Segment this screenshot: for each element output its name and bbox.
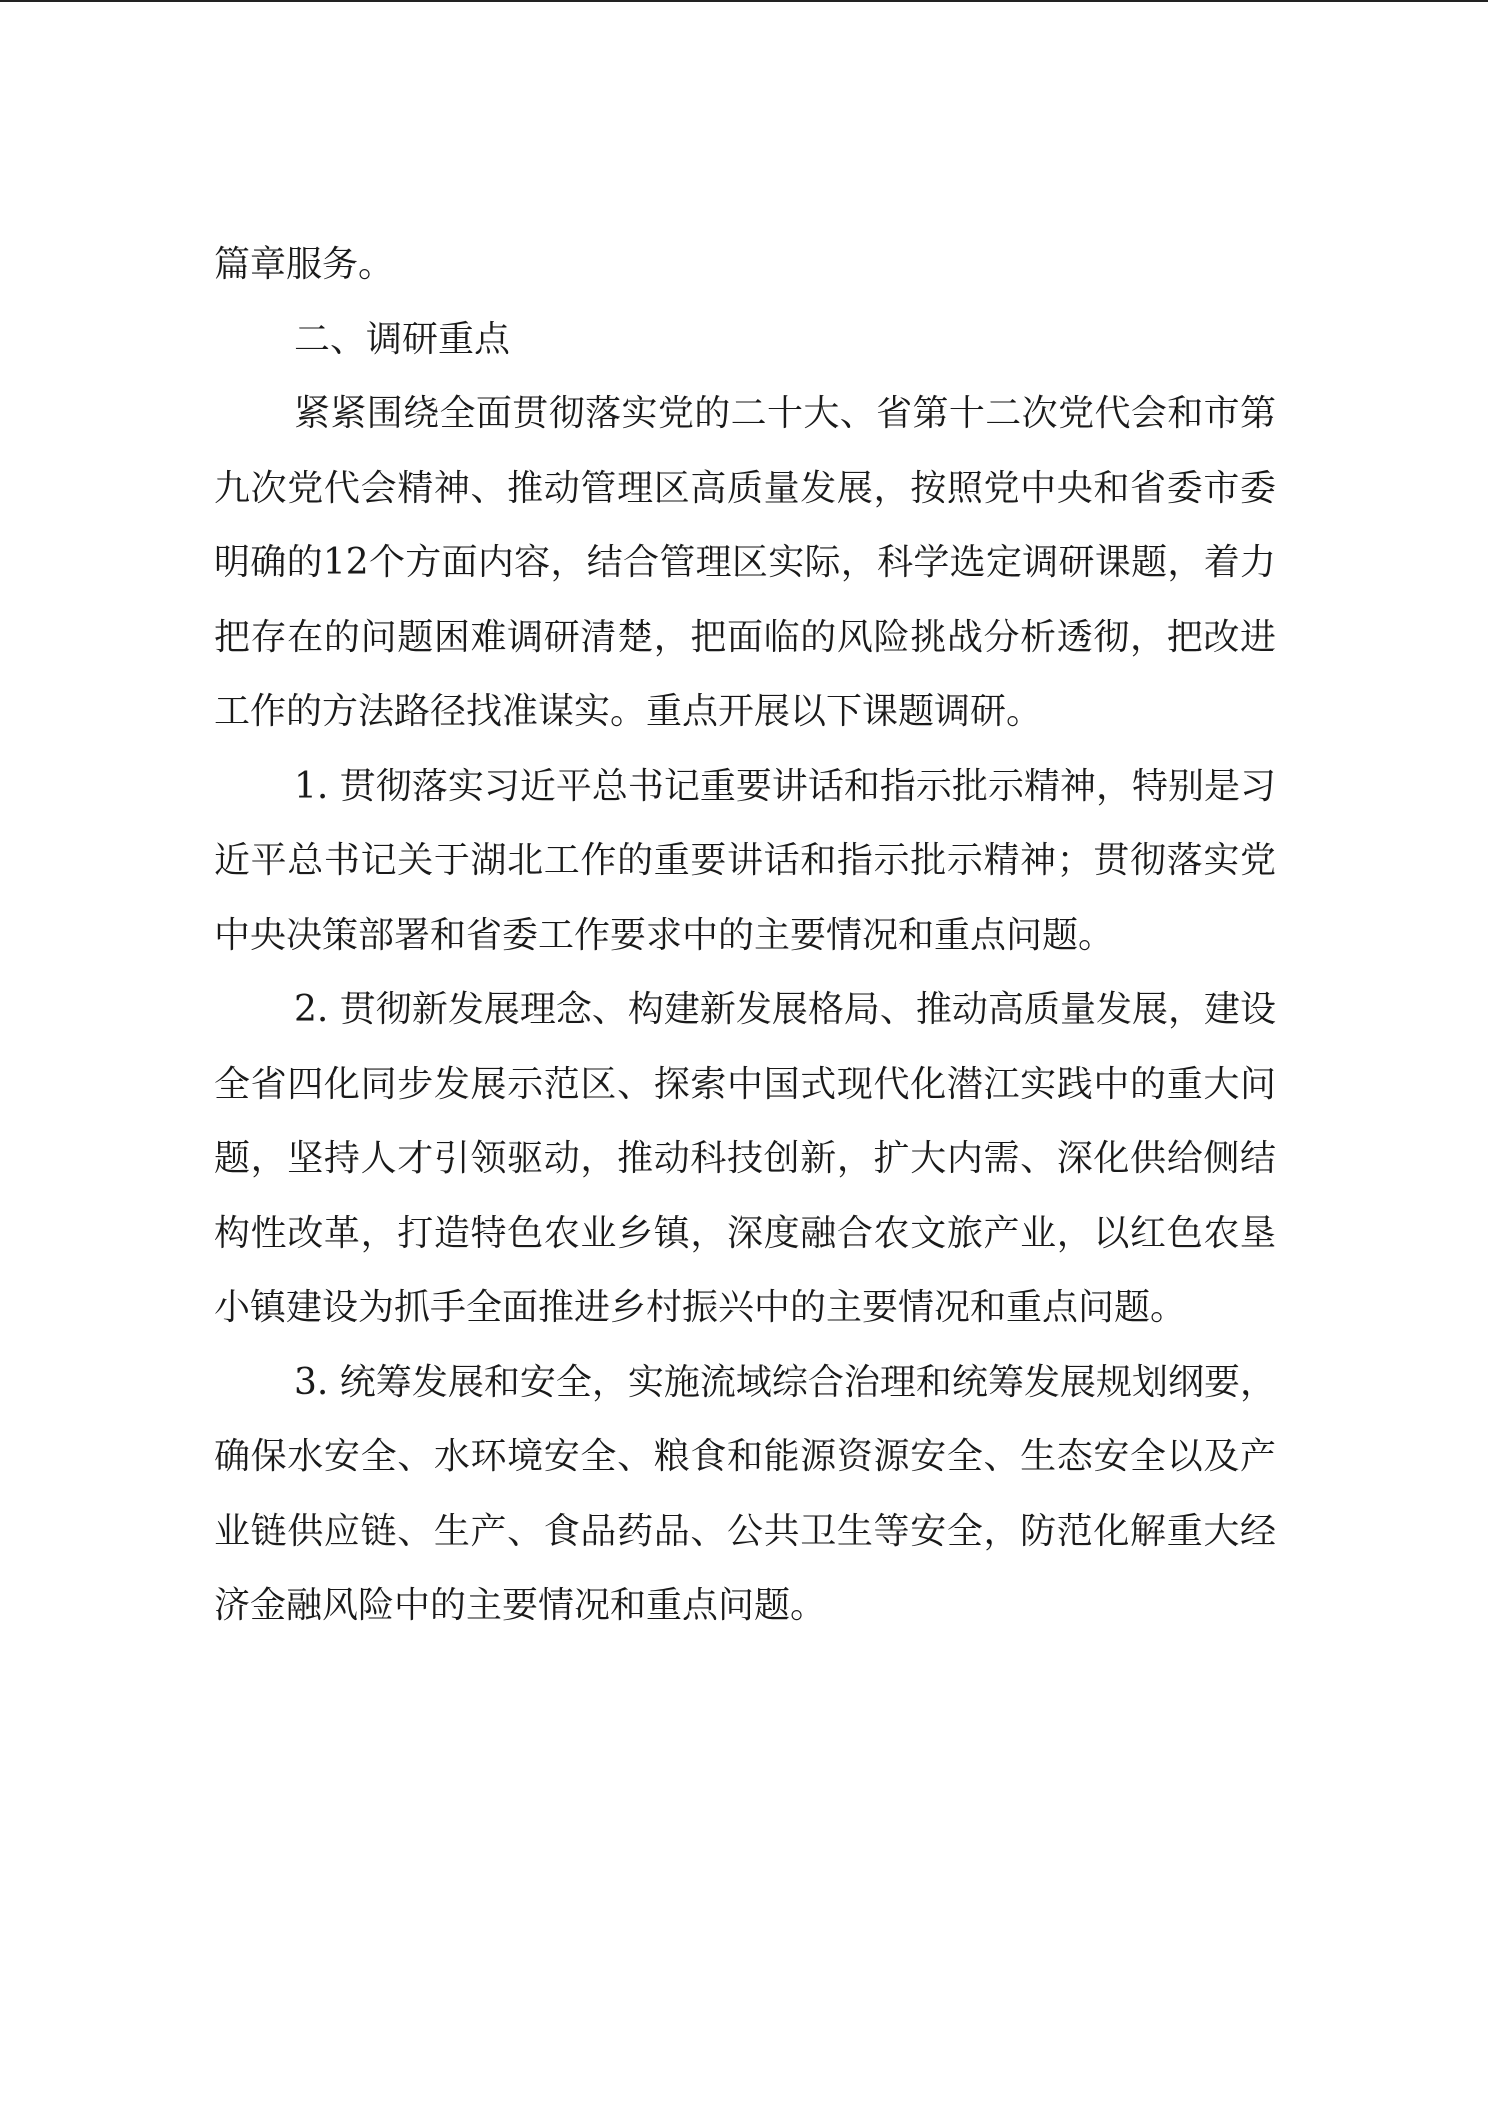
list-item: 3. 统筹发展和安全，实施流域综合治理和统筹发展规划纲要，确保水安全、水环境安全、粮食和能源资源安全、生态安全以及产业链供应链、生产、食品药品、公共卫生等安全，防范化解重大经济金融风险中的主要情况和重点问题。 <box>214 1361 1276 1626</box>
section-heading: 二、调研重点 <box>294 318 511 360</box>
list-item: 1. 贯彻落实习近平总书记重要讲话和指示批示精神，特别是习近平总书记关于湖北工作的重要讲话和指示批示精神；贯彻落实党中央决策部署和省委工作要求中的主要情况和重点问题。 <box>214 765 1276 956</box>
document-body <box>214 228 1276 1644</box>
intro-paragraph: 紧紧围绕全面贯彻落实党的二十大、省第十二次党代会和市第九次党代会精神、推动管理区高质量发展，按照党中央和省委市委明确的12个方面内容，结合管理区实际，科学选定调研课题，着力把存在的问题困难调研清楚，把面临的风险挑战分析透彻，把改进工作的方法路径找准谋实。重点开展以下课题调研。 <box>214 393 1276 732</box>
list-item: 2. 贯彻新发展理念、构建新发展格局、推动高质量发展，建设全省四化同步发展示范区、探索中国式现代化潜江实践中的重大问题，坚持人才引领驱动，推动科技创新，扩大内需、深化供给侧结构性改革，打造特色农业乡镇，深度融合农文旅产业，以红色农垦小镇建设为抓手全面推进乡村振兴中的主要情况和重点问题。 <box>214 989 1276 1328</box>
continuation-text: 篇章服务。 <box>214 244 395 285</box>
